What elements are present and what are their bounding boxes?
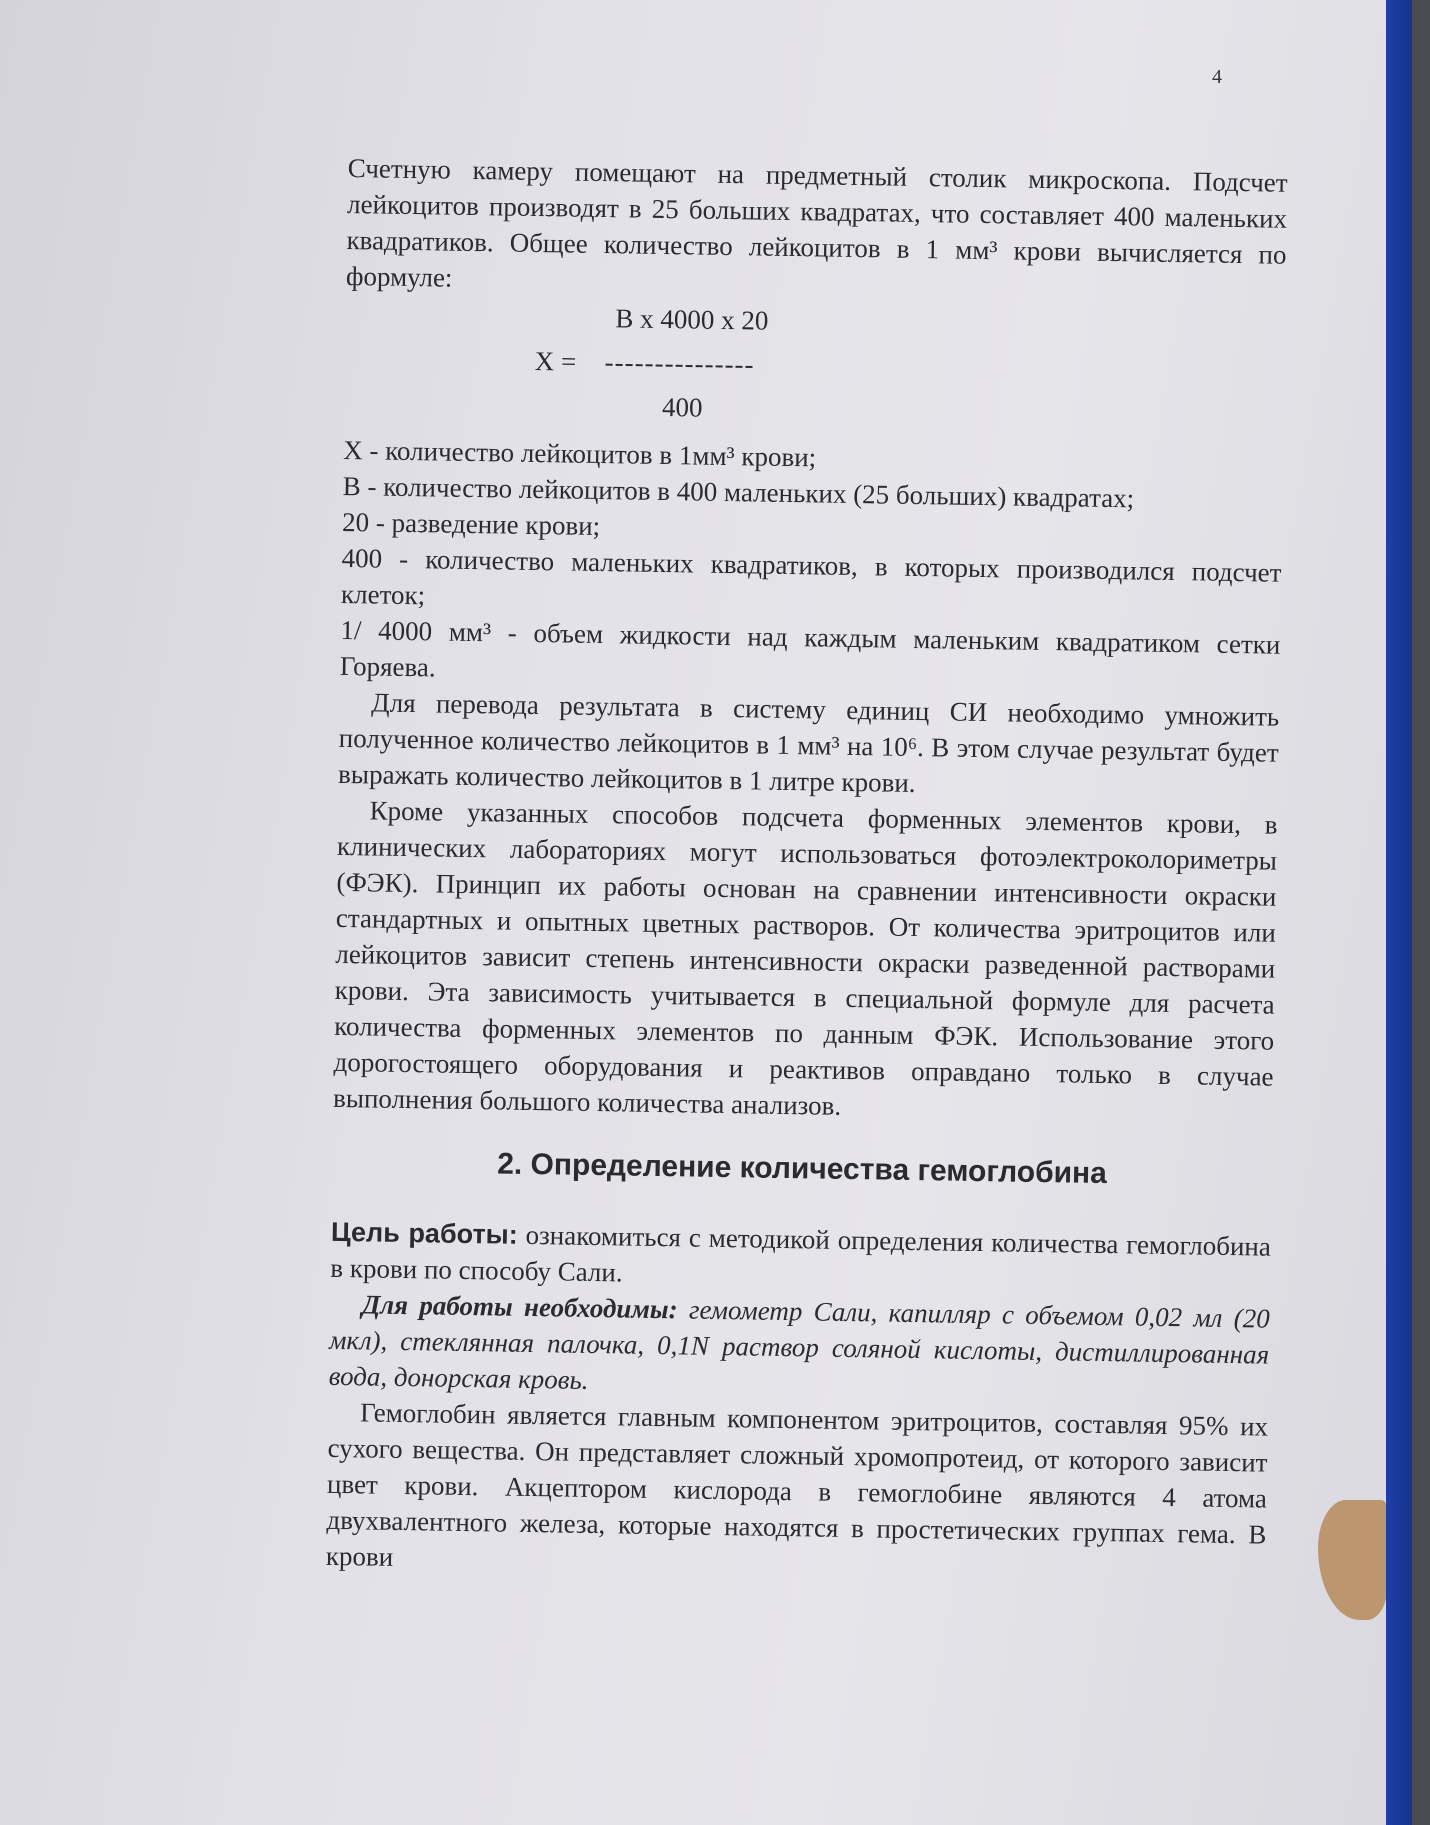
legend-x: X - количество лейкоцитов в 1мм³ крови; bbox=[343, 434, 817, 473]
leukocyte-formula bbox=[344, 296, 1286, 441]
formula-lhs: X = bbox=[534, 345, 577, 377]
goal-text: ознакомиться с методикой определения количества гемоглобина в крови по способу Сали. bbox=[330, 1219, 1272, 1288]
materials-label: Для работы необходимы: bbox=[361, 1289, 678, 1325]
goal-label: Цель работы: bbox=[330, 1216, 518, 1250]
legend-volume: 1/ 4000 мм³ - объем жидкости над каждым маленьким квадратиком сетки Горяева. bbox=[339, 614, 1281, 683]
legend-b: B - количество лейкоцитов в 400 маленьких (25 больших) квадратах; bbox=[342, 470, 1135, 514]
page-content bbox=[326, 150, 1288, 1589]
formula-fraction-line: --------------- bbox=[604, 347, 755, 380]
legend-20: 20 - разведение крови; bbox=[341, 506, 601, 542]
formula-numerator: B x 4000 x 20 bbox=[615, 303, 769, 336]
formula-denominator: 400 bbox=[661, 391, 703, 423]
page-number: 4 bbox=[1212, 66, 1222, 88]
materials-text: гемометр Сали, капилляр с объемом 0,02 мл (20 мкл), стеклянная палочка, 0,1N раствор соляной кислоты, дистиллированная вода, донорская кровь. bbox=[328, 1294, 1271, 1395]
fek-paragraph: Кроме указанных способов подсчета форменных элементов крови, в клинических лабораториях могут использоваться фотоэлектроколориметры (ФЭК). Принцип их работы основан на сравнении интенсивности окраски стандартных и опытных цветных растворов. От количества эритроцитов или лейкоцитов зависит степень интенсивности окраски разведенной растворами крови. Эта зависимость учитывается в специальной формуле для расчета количества форменных элементов по данным ФЭК. Использование этого дорогостоящего оборудования и реактивов оправдано только в случае выполнения большого количества анализов. bbox=[332, 795, 1278, 1121]
hemoglobin-paragraph: Гемоглобин является главным компонентом эритроцитов, составляя 95% их сухого вещества. Он представляет сложный хромопротеид, от которого зависит цвет крови. Акцептором кислорода в гемоглобине являются 4 атома двухвалентного железа, которые находятся в простетических группах гема. В крови bbox=[325, 1397, 1269, 1572]
section-heading: 2. Определение количества гемоглобина bbox=[496, 1147, 1108, 1191]
binder-cover-edge bbox=[1386, 0, 1412, 1825]
materials-paragraph bbox=[328, 1286, 1270, 1409]
si-paragraph: Для перевода результата в систему единиц СИ необходимо умножить полученное количество лейкоцитов в 1 мм³ на 10⁶. В этом случае результат будет выражать количество лейкоцитов в 1 литре крови. bbox=[337, 687, 1280, 798]
torn-edge bbox=[1318, 1500, 1388, 1620]
intro-paragraph: Счетную камеру помещают на предметный столик микроскопа. Подсчет лейкоцитов производят в 25 больших квадратах, что составляет 400 маленьких квадратиков. Общее количество лейкоцитов в 1 мм³ крови вычисляется по формуле: bbox=[345, 152, 1288, 293]
legend-400: 400 - количество маленьких квадратиков, в которых производился подсчет клеток; bbox=[340, 542, 1282, 611]
